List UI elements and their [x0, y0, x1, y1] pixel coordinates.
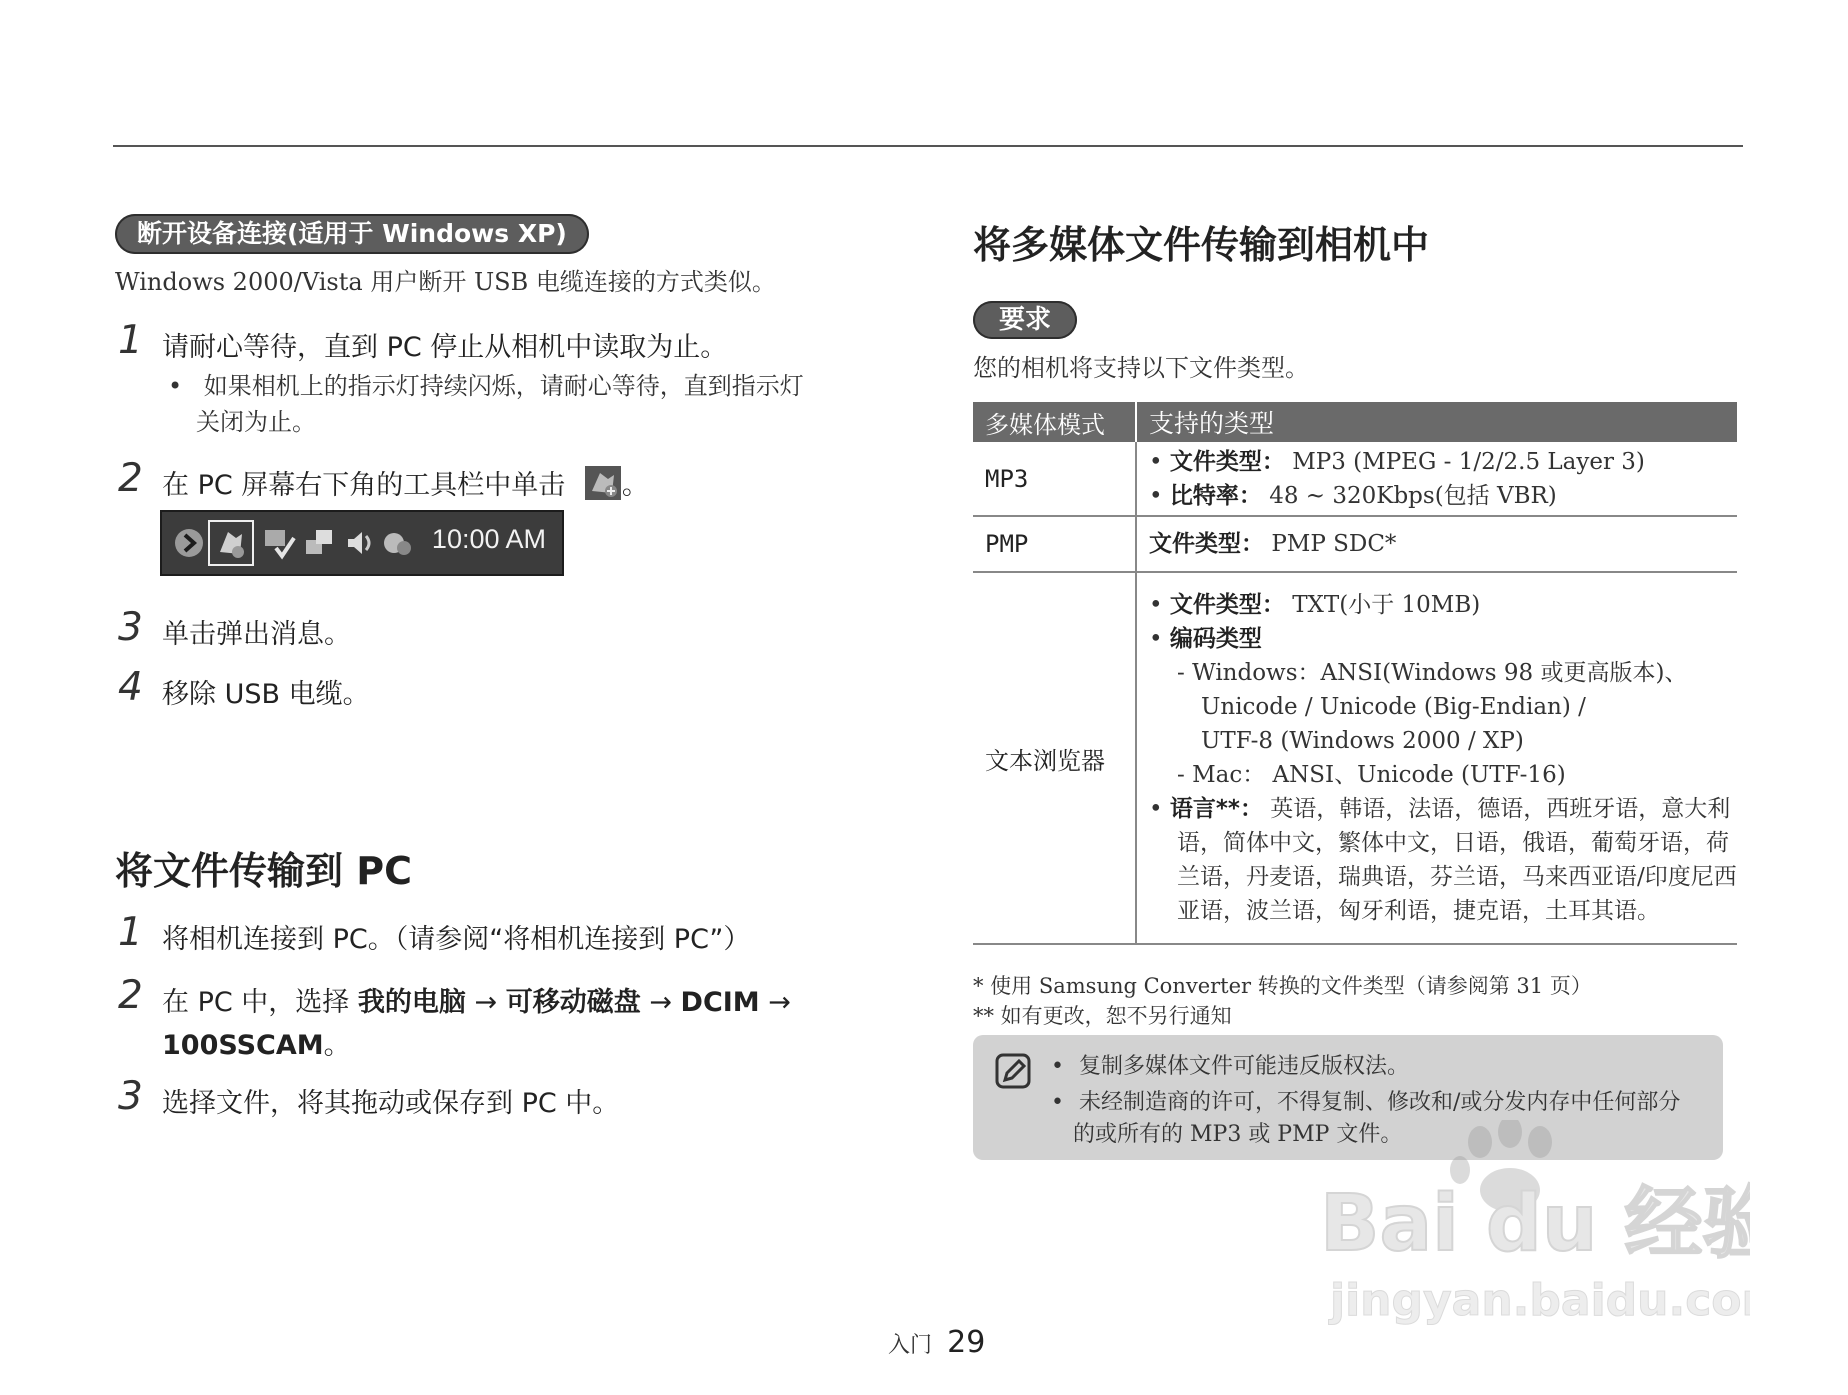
table-row [973, 442, 1737, 516]
watermark-url: jingyan.baidu.com [1330, 1275, 1750, 1326]
network-icon [302, 526, 336, 560]
types-cell [1136, 442, 1737, 516]
mode-cell: MP3 [973, 442, 1136, 516]
encoding-line: Unicode / Unicode (Big-Endian) / [1201, 694, 1586, 720]
shield-check-icon [262, 526, 296, 560]
disconnect-badge: 断开设备连接(适用于 Windows XP) [115, 214, 589, 254]
requirements-badge: 要求 [973, 301, 1077, 339]
step-text: 单击弹出消息。 [162, 619, 351, 650]
table-row [973, 516, 1737, 572]
footnote: * 使用 Samsung Converter 转换的文件类型（请参阅第 31 页） [973, 974, 1592, 998]
step-text-cont [162, 1023, 351, 1062]
path-my-computer: 我的电脑 [357, 987, 466, 1018]
table-header: 多媒体模式 [973, 402, 1136, 442]
list-item: • 文件类型： TXT(小于 10MB) [1149, 592, 1481, 618]
page-footer [888, 1325, 985, 1360]
step-number: 1 [118, 910, 143, 955]
mode-cell: PMP [973, 516, 1136, 572]
note-item: • 复制多媒体文件可能违反版权法。 [1051, 1054, 1409, 1079]
list-item: • 编码类型 [1149, 626, 1262, 652]
encoding-line: - Windows：ANSI(Windows 98 或更高版本)、 [1177, 660, 1688, 686]
section-heading: 将多媒体文件传输到相机中 [973, 223, 1430, 267]
chevron-right-icon [172, 526, 206, 560]
step-number: 3 [118, 1074, 143, 1119]
taskbar-clock: 10:00 AM [431, 524, 546, 554]
step-number: 1 [118, 318, 143, 363]
arrow: → [768, 987, 791, 1018]
list-item: • 比特率： 48 ~ 320Kbps(包括 VBR) [1149, 482, 1557, 509]
note-item-cont: 的或所有的 MP3 或 PMP 文件。 [1073, 1122, 1403, 1147]
watermark-logo: Bai du 经验 [1320, 1179, 1750, 1269]
path-removable-disk: 可移动磁盘 [505, 987, 641, 1018]
arrow: → [474, 987, 498, 1018]
path-100sscam: 100SSCAM [162, 1030, 324, 1061]
step-suffix: 。 [323, 1030, 351, 1061]
table-row [973, 572, 1737, 944]
bullet-dot: • [168, 372, 183, 400]
step-text: 选择文件，将其拖动或保存到 PC 中。 [162, 1088, 620, 1119]
step-text-main: 在 PC 屏幕右下角的工具栏中单击 [162, 470, 566, 501]
arrow: → [649, 987, 672, 1018]
types-cell [1136, 516, 1737, 572]
step-text: 移除 USB 电缆。 [162, 679, 370, 710]
taskbar-screenshot [160, 510, 564, 576]
encoding-line: - Mac： ANSI、Unicode (UTF-16) [1177, 762, 1566, 788]
safely-remove-icon [208, 520, 254, 566]
step-number: 2 [118, 456, 143, 501]
page-number: 29 [947, 1325, 986, 1360]
step-number: 2 [118, 973, 143, 1018]
note-item: • 未经制造商的许可，不得复制、修改和/或分发内存中任何部分 [1051, 1090, 1681, 1115]
list-item: 文件类型： PMP SDC* [1149, 531, 1397, 557]
step-pre: 在 PC 中，选择 [162, 987, 350, 1018]
types-cell [1136, 572, 1737, 944]
bullet-continuation: 关闭为止。 [196, 408, 316, 436]
volume-icon [342, 526, 376, 560]
table-header: 支持的类型 [1136, 402, 1737, 442]
disconnect-note: Windows 2000/Vista 用户断开 USB 电缆连接的方式类似。 [115, 268, 776, 296]
step-number: 3 [118, 605, 143, 650]
path-dcim: DCIM [680, 987, 760, 1018]
safely-remove-icon [584, 465, 622, 508]
step-bullet [168, 368, 804, 404]
intro-text: 您的相机将支持以下文件类型。 [973, 354, 1309, 382]
step-text: 将相机连接到 PC。（请参阅“将相机连接到 PC”） [162, 924, 751, 955]
step-number: 4 [118, 665, 143, 710]
footer-section: 入门 [888, 1333, 933, 1358]
bullet-text: 如果相机上的指示灯持续闪烁，请耐心等待，直到指示灯 [203, 372, 804, 400]
list-item: • 语言**： 英语，韩语，法语，德语，西班牙语，意大利语，简体中文，繁体中文，日语，俄语，葡萄牙语，荷兰语，丹麦语，瑞典语，芬兰语，马来西亚语/印度尼西亚语，波兰语，匈牙利语，捷克语，土耳其语。 [1149, 796, 1737, 924]
file-type-table [973, 402, 1737, 945]
mode-cell: 文本浏览器 [973, 572, 1136, 944]
footnote: ** 如有更改，恕不另行通知 [973, 1004, 1232, 1028]
step-text [162, 980, 791, 1019]
step-suffix: 。 [621, 470, 649, 501]
section-heading: 将文件传输到 PC [115, 849, 412, 893]
baidu-watermark [1310, 1120, 1750, 1340]
table-header-row [973, 402, 1737, 442]
list-item: • 文件类型： MP3 (MPEG - 1/2/2.5 Layer 3) [1149, 448, 1645, 475]
top-rule [113, 145, 1743, 147]
step-text [162, 463, 649, 508]
note-pencil-icon [995, 1053, 1031, 1089]
step-text: 请耐心等待，直到 PC 停止从相机中读取为止。 [162, 332, 728, 363]
encoding-line: UTF-8 (Windows 2000 / XP) [1201, 728, 1524, 754]
tray-app-icon [380, 526, 414, 560]
